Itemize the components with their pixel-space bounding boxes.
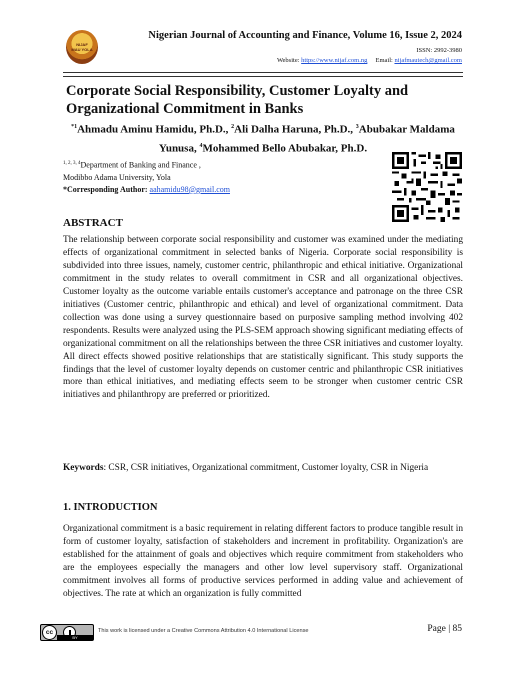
logo-text: NIJAF MAU YOLA: [71, 42, 93, 52]
website-label: Website:: [276, 57, 302, 64]
abstract-body: The relationship between corporate social responsibility and customer was examined under the mediating effects of organizational commitment in selected banks of Nigeria. Corporate social responsibility is subdivided into three issues, namely, customer centric, philanthropic and ethical initiative. Organizational commitment in the study relates to overall commitment in CSR and all organizational objectives. Customer loyalty as the outcome variable entails customer's acceptance and patronage on the three CSR initiatives (Customer centric, philanthropic and ethical) and level of organizational commitment. Data collection was done using a survey questionnaire based on purposive sampling method involving 402 respondents. Results were analyzed using the PLS-SEM approach showing significant mediating effects of organizational commitment on all the relationships between the three CSR initiatives and customer loyalty. All direct effects showed positive relationships that are statistically significant. This study supports the findings that the level of customer loyalty depends on customer centric and philanthropic CSR initiatives more than ethical initiatives, and mediating effects seem to be stronger when customer centric CSR initiatives and philanthropy are preferred or prioritized.: [63, 235, 463, 401]
keywords-list: : CSR, CSR initiatives, Organizational commitment, Customer loyalty, CSR in Nigeria: [103, 463, 429, 473]
affiliation-dept: Department of Banking and Finance ,: [80, 160, 201, 170]
email-link[interactable]: nijafmautech@gmail.com: [394, 57, 462, 64]
abstract-heading: ABSTRACT: [63, 217, 123, 229]
author-1: Ahmadu Aminu Hamidu, Ph.D.,: [77, 123, 232, 136]
affiliation-sup: 1, 2, 3, 4: [63, 161, 81, 166]
corresponding-author-email[interactable]: aahamidu98@gmail.com: [149, 184, 230, 194]
journal-logo: [66, 30, 98, 64]
by-label: BY: [57, 635, 93, 640]
journal-contact: [277, 57, 462, 64]
license-text: This work is licensed under a Creative Commons Attribution 4.0 International License: [98, 628, 309, 634]
keywords: [63, 462, 463, 475]
qr-code-icon: [392, 152, 462, 222]
author-1-sup: *1: [71, 124, 78, 130]
author-4-sup: 4: [199, 142, 203, 149]
keywords-label: Keywords: [63, 463, 104, 473]
corresponding-author-label: *Corresponding Author:: [63, 184, 150, 194]
paper-title: Corporate Social Responsibility, Customer Loyalty and Organizational Commitment in Banks: [66, 83, 409, 117]
affiliation-univ: Modibbo Adama University, Yola: [63, 172, 171, 182]
author-2: Ali Dalha Haruna, Ph.D.,: [234, 123, 356, 136]
journal-title: Nigerian Journal of Accounting and Finance, Volume 16, Issue 2, 2024: [148, 30, 462, 41]
author-3-sup: 3: [355, 124, 359, 130]
email-label: Email:: [375, 57, 395, 64]
affiliation-block: [63, 158, 363, 196]
cc-by-license-icon[interactable]: [40, 624, 94, 641]
author-3: Abubakar Maldama Yunusa,: [158, 123, 455, 155]
introduction-heading: 1. INTRODUCTION: [63, 502, 158, 513]
introduction-body: Organizational commitment is a basic requirement in relating different factors to produce tangible result in form of customer loyalty, satisfaction of stakeholders and increment in profitability. Organization's are established for the attainment of goals and objectives which require commitment from stakeholders who are the employees especially the managers and other low level supervisory staff. Organizational commitment involves all forms of productive services performed in adding value and achievement of objectives. The rate at which an organization is fully committed: [63, 524, 463, 599]
corresponding-author-line: [63, 184, 363, 196]
affiliation-dept-line: [63, 158, 363, 172]
author-4: Mohammed Bello Abubakar, Ph.D.: [202, 142, 368, 155]
header-rule-bottom: [63, 76, 463, 77]
page-number: Page | 85: [427, 624, 462, 634]
journal-issn: ISSN: 2992-3980: [416, 47, 462, 54]
website-link[interactable]: https://www.nijaf.com.ng: [301, 57, 368, 64]
header-rule-top: [63, 72, 463, 73]
cc-icon: cc: [42, 625, 57, 640]
author-list: [66, 119, 460, 156]
author-2-sup: 2: [231, 124, 235, 130]
